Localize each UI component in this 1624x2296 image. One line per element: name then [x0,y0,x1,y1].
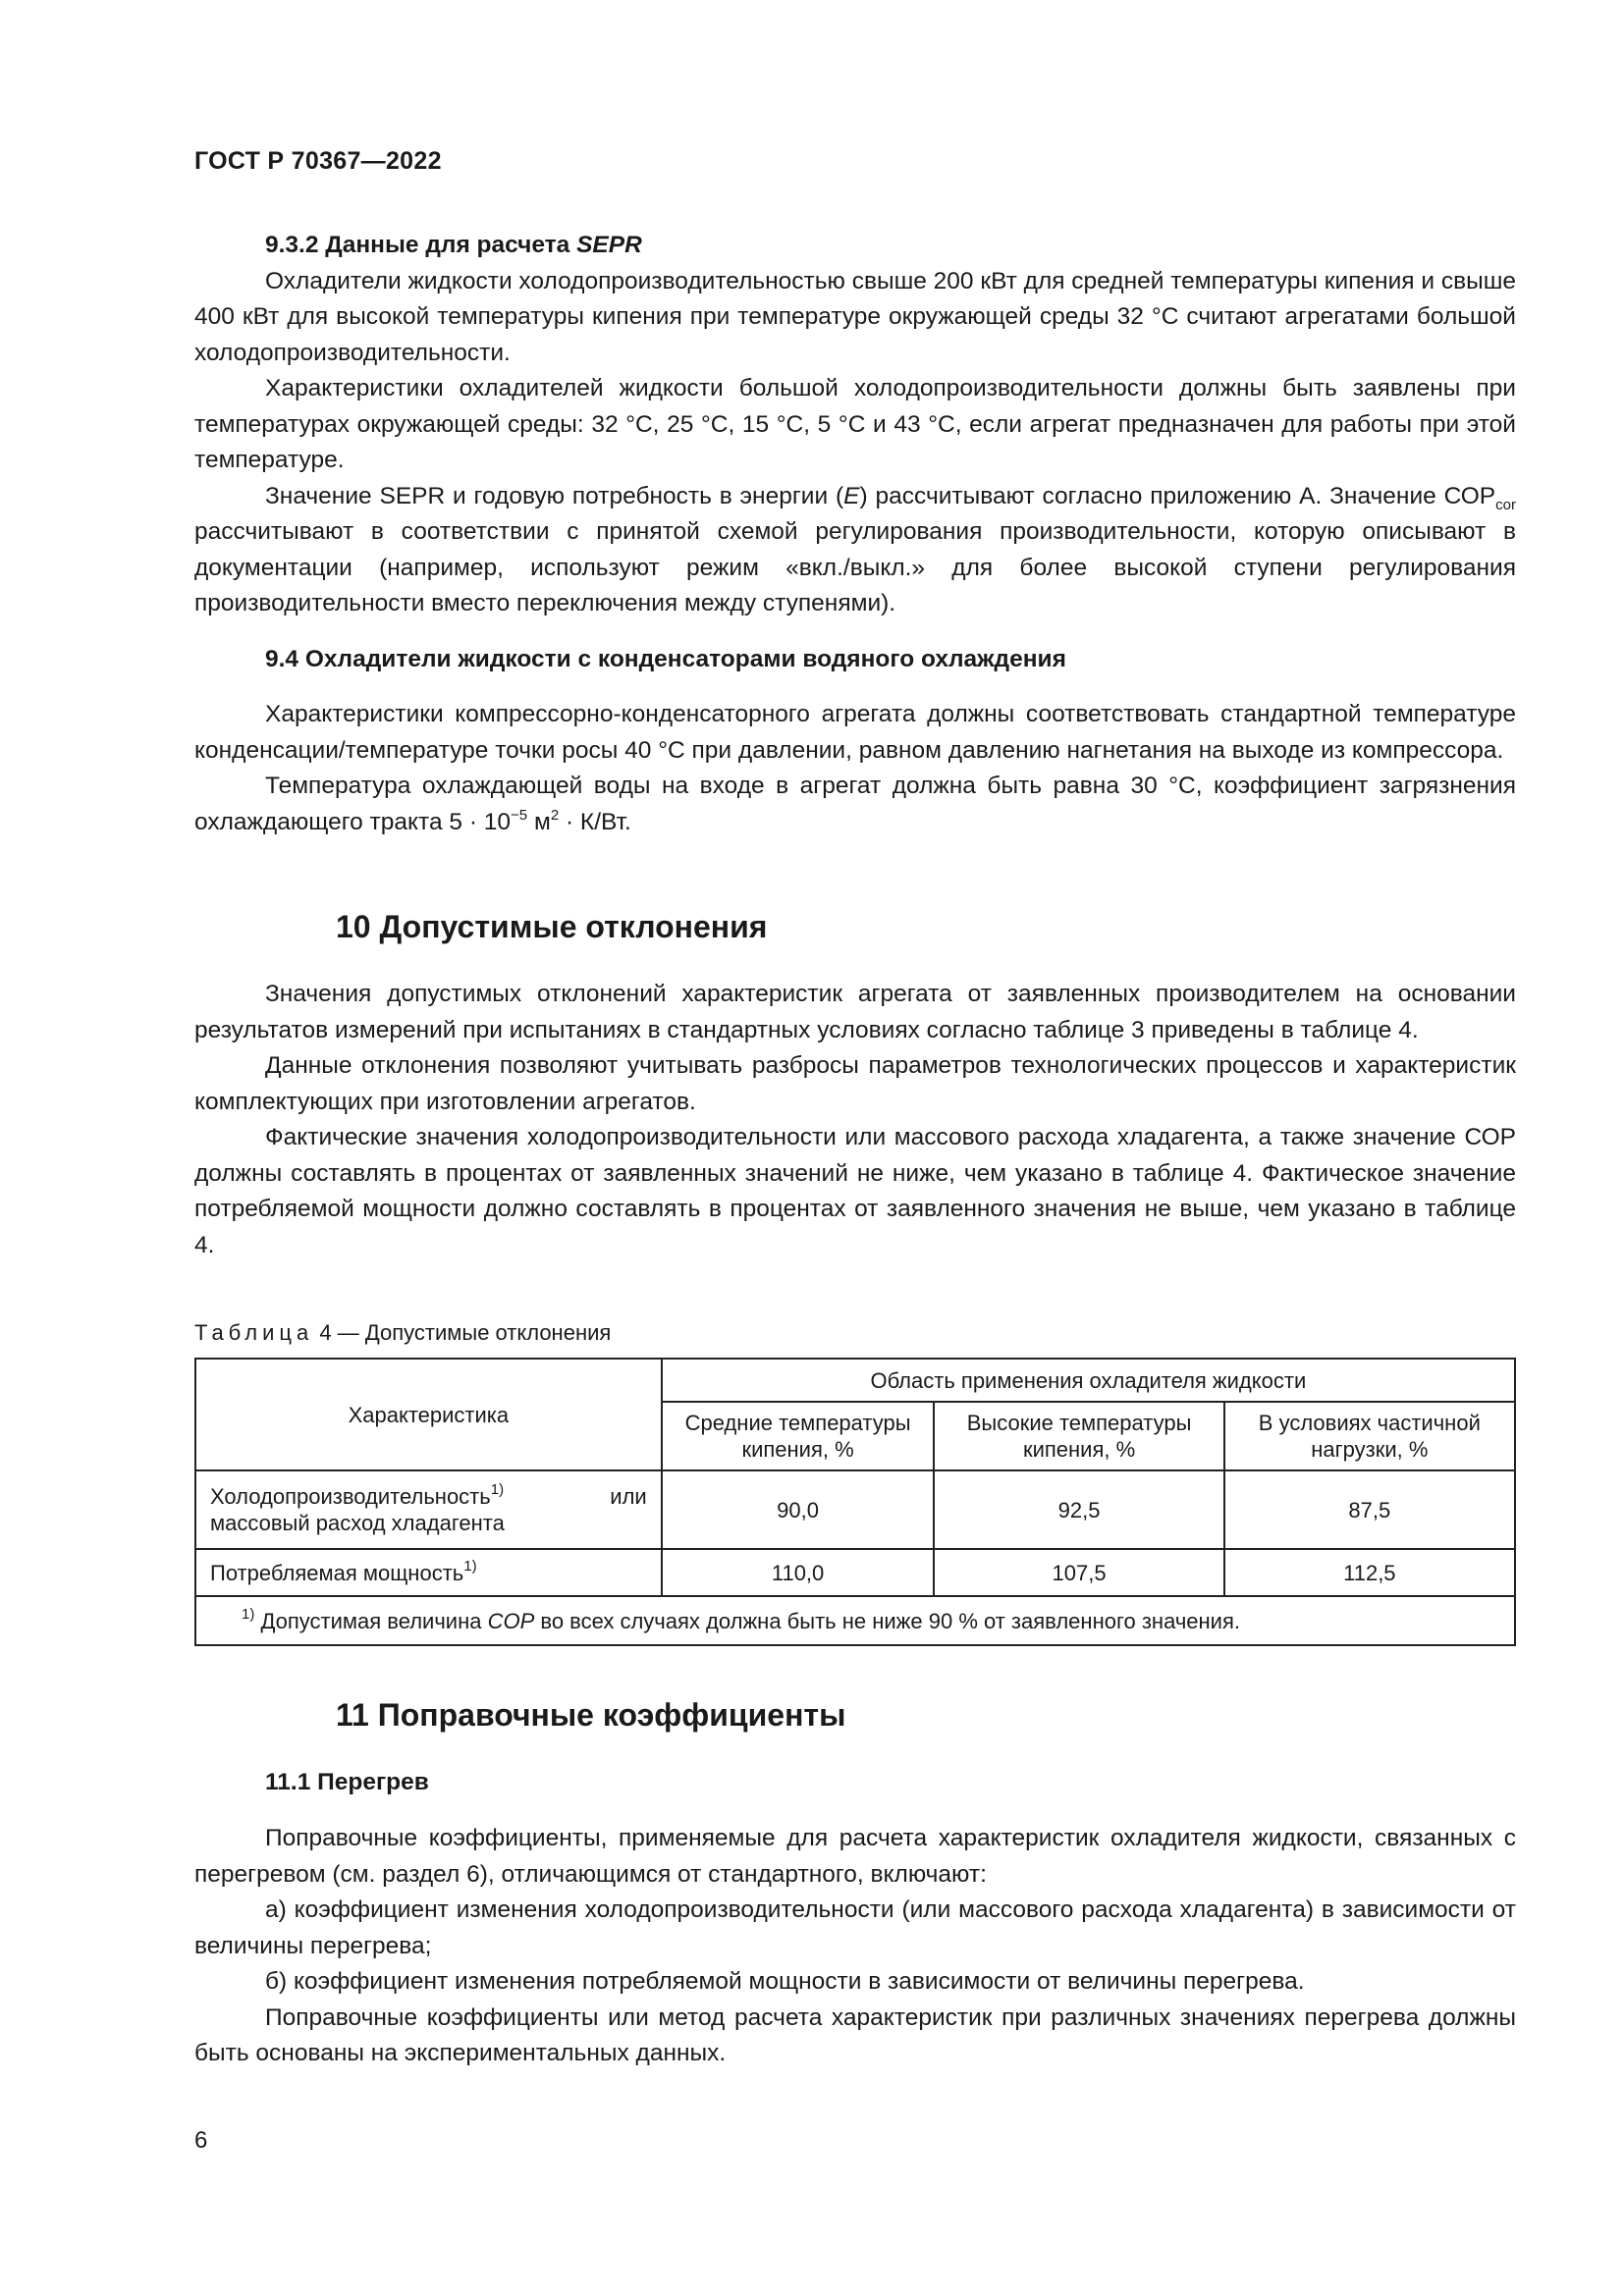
section-11-1 [194,1765,1516,1801]
section-11-title: 11 Поправочные коэффициенты [336,1697,846,1733]
section-11-1-body [194,1821,1516,2072]
section-11 [194,1697,1516,1734]
header-partial-load: В условиях частичной нагрузки, % [1224,1402,1515,1470]
section-10-paragraph-3: Фактические значения холодопроизводительности или массового расхода хладагента, а также значение СОР должны составлять в процентах от заявленных значений не ниже, чем указано в таблице 4. Фактическое значение потребляемой мощности должно составлять в процентах от заявленного значения не выше, чем указано в таблице 4. [194,1124,1516,1258]
cell-value: 107,5 [934,1549,1223,1596]
table-4-wrap [194,1358,1516,1646]
standard-header: ГОСТ Р 70367—2022 [194,147,442,175]
section-11-1-paragraph-2: Поправочные коэффициенты или метод расчета характеристик при различных значениях перегрева должны быть основаны на экспериментальных данных. [194,2003,1516,2066]
section-11-1-item-a: а) коэффициент изменения холодопроизводительности (или массового расхода хладагента) в зависимости от величины перегрева; [194,1896,1516,1959]
header-application-area: Область применения охладителя жидкости [662,1359,1515,1402]
table-footnote: $^{1)}$ Допустимая величина COP во всех случаях должна быть не ниже 90 % от заявленного значения. [195,1596,1515,1645]
table-row [195,1549,1515,1596]
section-10-body [194,977,1516,1263]
section-9-3-2-title: 9.3.2 Данные для расчета SEPR [265,232,642,258]
row-label-cooling-capacity: Холодопроизводительность$^{1)}$ или массовый расход хладагента [195,1470,662,1549]
cell-value: 87,5 [1224,1470,1515,1549]
section-10 [194,909,1516,945]
section-9-4-paragraph-2: Температура охлаждающей воды на входе в агрегат должна быть равна 30 °С, коэффициент загрязнения охлаждающего тракта $5 \cdot 10^{-5}$ $м^2 \cdot К/Вт$. [194,773,1516,835]
section-9-3-2-paragraph-1: Охладители жидкости холодопроизводительностью свыше 200 кВт для средней температуры кипения и свыше 400 кВт для высокой температуры кипения при температуре окружающей среды 32 °С считают агрегатами большой холодопроизводительности. [194,267,1516,366]
table-4-caption: Таблица 4 — Допустимые отклонения [194,1320,612,1345]
section-9-4-title: 9.4 Охладители жидкости с конденсаторами водяного охлаждения [265,646,1066,672]
section-10-paragraph-1: Значения допустимых отклонений характеристик агрегата от заявленных производителем на основании результатов измерений при испытаниях в стандартных условиях согласно таблице 3 приведены в таблице 4. [194,981,1516,1043]
section-9-4 [194,642,1516,678]
header-medium-temp: Средние температуры кипения, % [662,1402,935,1470]
table-footnote-row [195,1596,1515,1645]
table-4 [194,1358,1516,1646]
section-9-4-body [194,697,1516,840]
table-4-caption-wrap [194,1315,1516,1352]
cell-value: 90,0 [662,1470,935,1549]
cell-value: 110,0 [662,1549,935,1596]
table-header-row-1 [195,1359,1515,1402]
section-11-1-title: 11.1 Перегрев [265,1769,429,1795]
section-9-4-paragraph-1: Характеристики компрессорно-конденсаторного агрегата должны соответствовать стандартной температуре конденсации/температуре точки росы 40 °С при давлении, равном давлению нагнетания на выходе из компрессора. [194,701,1516,764]
section-9-3-2-paragraph-3: Значение SEPR и годовую потребность в энергии (E) рассчитывают согласно приложению А. Значение $СОР_{cor}$ рассчитывают в соответствии с принятой схемой регулирования производительности, которую описывают в документации (например, используют режим «вкл./выкл.» для более высокой ступени регулирования производительности вместо переключения между ступенями). [194,482,1516,616]
page-number: 6 [194,2127,208,2154]
table-row [195,1470,1515,1549]
section-11-1-item-b: б) коэффициент изменения потребляемой мощности в зависимости от величины перегрева. [265,1968,1305,1995]
section-9-3-2-paragraph-2: Характеристики охладителей жидкости большой холодопроизводительности должны быть заявлены при температурах окружающей среды: 32 °С, 25 °С, 15 °С, 5 °С и 43 °С, если агрегат предназначен для работы при этой температуре. [194,375,1516,473]
section-11-1-paragraph-1: Поправочные коэффициенты, применяемые для расчета характеристик охладителя жидкости, связанных с перегревом (см. раздел 6), отличающимся от стандартного, включают: [194,1825,1516,1888]
cell-value: 112,5 [1224,1549,1515,1596]
section-9-3-2 [194,228,1516,622]
header-characteristic: Характеристика [195,1359,662,1470]
cell-value: 92,5 [934,1470,1223,1549]
header-high-temp: Высокие температуры кипения, % [934,1402,1223,1470]
row-label-power-input: Потребляемая мощность$^{1)}$ [195,1549,662,1596]
section-10-paragraph-2: Данные отклонения позволяют учитывать разбросы параметров технологических процессов и характеристик комплектующих при изготовлении агрегатов. [194,1052,1516,1115]
section-10-title: 10 Допустимые отклонения [336,909,768,944]
